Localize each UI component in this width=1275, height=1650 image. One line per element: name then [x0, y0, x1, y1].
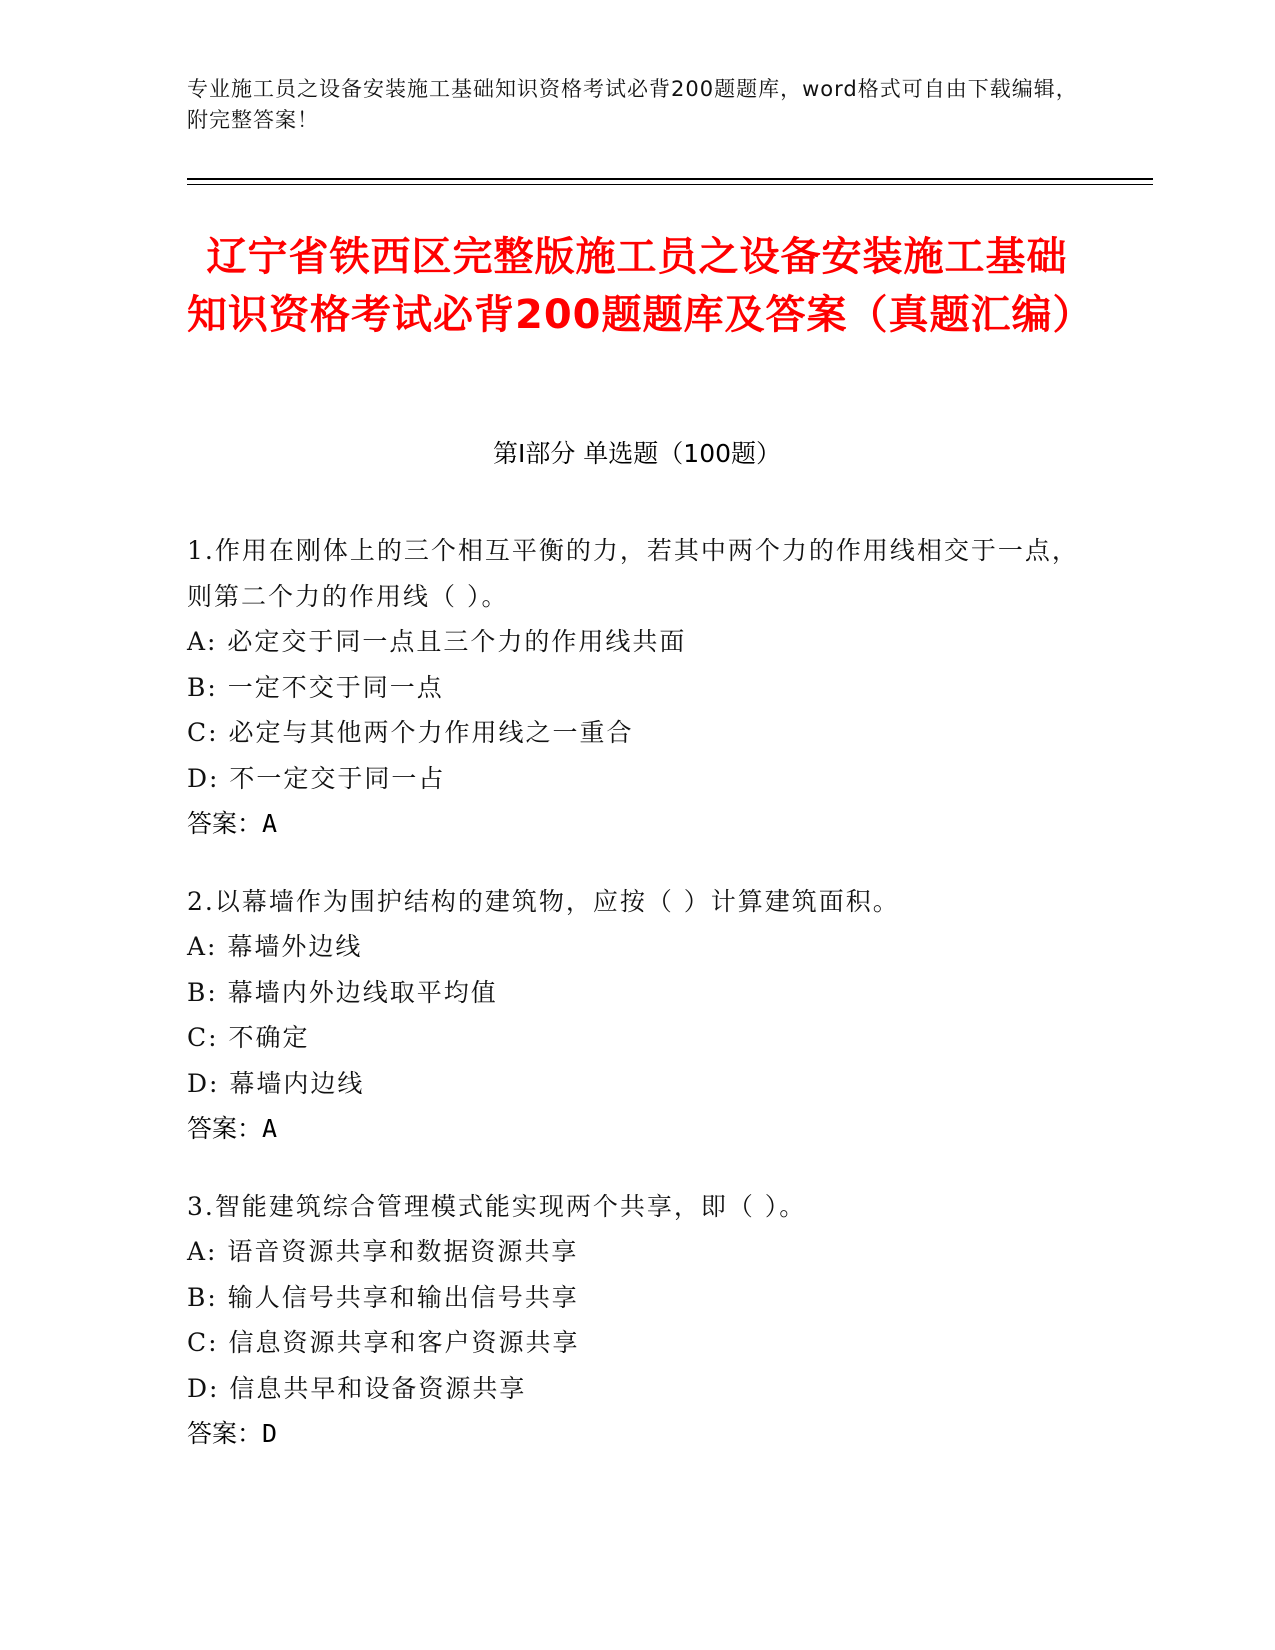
option-c: C: 必定与其他两个力作用线之一重合 [187, 718, 634, 747]
option-d: D: 信息共早和设备资源共享 [187, 1373, 527, 1403]
option-a: A: 幕墙外边线 [187, 932, 363, 961]
header-rule-thin [187, 184, 1153, 185]
option-c: C: 不确定 [187, 1023, 310, 1052]
answer-line [187, 1106, 1087, 1152]
option-b: B: 输人信号共享和输出信号共享 [187, 1282, 579, 1312]
header-note: 专业施工员之设备安装施工基础知识资格考试必背200题题库，word格式可自由下载编辑，附完整答案！ [187, 77, 1078, 132]
answer-line [187, 801, 1087, 847]
option-b: B: 幕墙内外边线取平均值 [187, 977, 498, 1007]
option-a: A: 必定交于同一点且三个力的作用线共面 [187, 627, 687, 656]
option-c: C: 信息资源共享和客户资源共享 [187, 1328, 580, 1357]
answer-line [187, 1411, 1087, 1457]
question-1 [187, 528, 1087, 847]
question-stem: 2.以幕墙作为围护结构的建筑物，应按（ ）计算建筑面积。 [187, 886, 900, 916]
question-stem: 3.智能建筑综合管理模式能实现两个共享，即（ ）。 [187, 1191, 807, 1221]
question-3 [187, 1184, 1087, 1457]
document-title: 辽宁省铁西区完整版施工员之设备安装施工基础知识资格考试必背200题题库及答案（真题汇编） [187, 234, 1094, 338]
answer-label: 答案： [187, 1114, 263, 1143]
answer-value: A [262, 809, 278, 838]
answer-value: A [262, 1114, 278, 1143]
answer-value: D [262, 1419, 278, 1448]
option-a: A: 语音资源共享和数据资源共享 [187, 1237, 579, 1266]
question-2 [187, 879, 1087, 1152]
question-stem: 1.作用在刚体上的三个相互平衡的力，若其中两个力的作用线相交于一点，则第二个力的作用线（ ）。 [187, 536, 1079, 611]
option-b: B: 一定不交于同一点 [187, 672, 444, 702]
question-list [187, 528, 1087, 1489]
answer-label: 答案： [187, 809, 263, 838]
option-d: D: 不一定交于同一占 [187, 763, 446, 793]
answer-label: 答案： [187, 1419, 263, 1448]
option-d: D: 幕墙内边线 [187, 1068, 365, 1098]
section-title: 第Ⅰ部分 单选题（100题） [492, 439, 782, 468]
header-rule-thick [187, 178, 1153, 180]
